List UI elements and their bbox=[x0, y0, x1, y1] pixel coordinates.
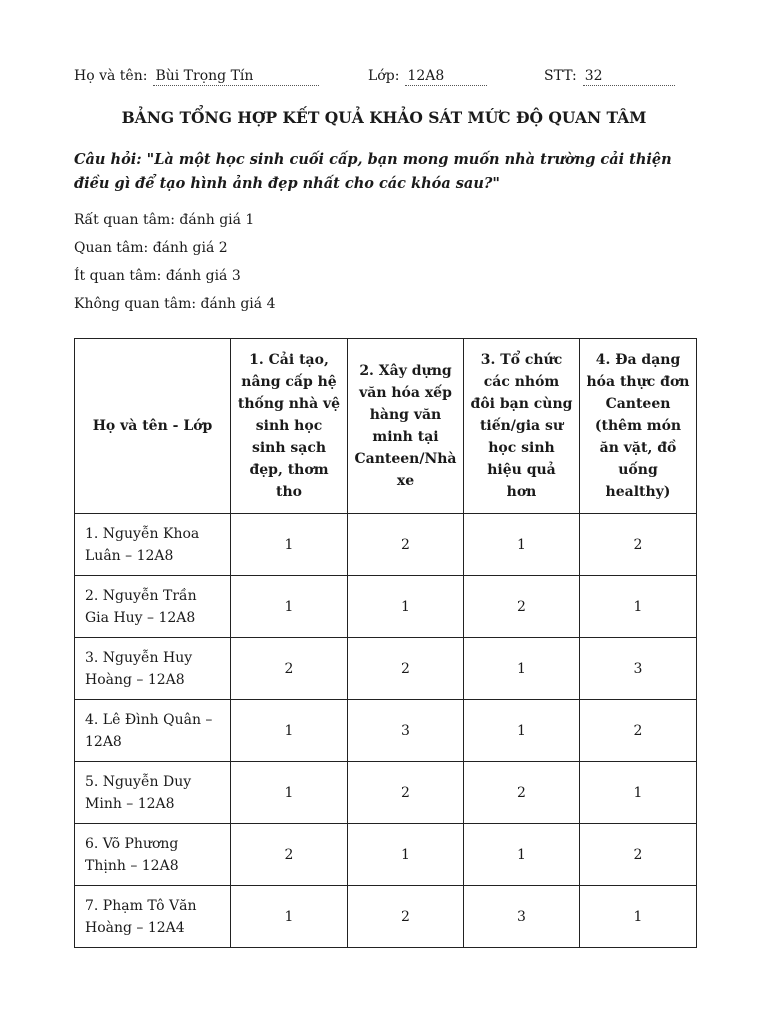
legend-item: Quan tâm: đánh giá 2 bbox=[74, 240, 228, 256]
class-field bbox=[368, 68, 487, 86]
name-label: Họ và tên: bbox=[74, 68, 148, 84]
table-header-row bbox=[75, 339, 697, 514]
score-cell: 1 bbox=[348, 824, 464, 886]
score-cell: 3 bbox=[464, 886, 580, 948]
table-row bbox=[75, 886, 697, 948]
name-field bbox=[74, 68, 319, 86]
stt-label: STT: bbox=[544, 68, 577, 84]
score-cell: 2 bbox=[464, 576, 580, 638]
score-cell: 2 bbox=[348, 638, 464, 700]
class-label: Lớp: bbox=[368, 68, 400, 84]
score-cell: 3 bbox=[348, 700, 464, 762]
score-cell: 1 bbox=[348, 576, 464, 638]
score-cell: 2 bbox=[231, 824, 348, 886]
header-criterion-1: 1. Cải tạo, nâng cấp hệ thống nhà vệ sinh học sinh sạch đẹp, thơm tho bbox=[231, 339, 348, 514]
header-criterion-3: 3. Tổ chức các nhóm đôi bạn cùng tiến/gia sư học sinh hiệu quả hơn bbox=[464, 339, 580, 514]
score-cell: 2 bbox=[580, 700, 697, 762]
stt-value: 32 bbox=[583, 68, 675, 86]
score-cell: 2 bbox=[231, 638, 348, 700]
header-criterion-2: 2. Xây dựng văn hóa xếp hàng văn minh tại Canteen/Nhà xe bbox=[348, 339, 464, 514]
student-name-cell: 6. Võ Phương Thịnh – 12A8 bbox=[75, 824, 231, 886]
header-name-class: Họ và tên - Lớp bbox=[75, 339, 231, 514]
score-cell: 1 bbox=[580, 886, 697, 948]
legend-item: Rất quan tâm: đánh giá 1 bbox=[74, 212, 255, 228]
legend-item: Không quan tâm: đánh giá 4 bbox=[74, 296, 276, 312]
rating-legend bbox=[74, 208, 275, 320]
score-cell: 1 bbox=[464, 824, 580, 886]
legend-item: Ít quan tâm: đánh giá 3 bbox=[74, 268, 241, 284]
student-name-cell: 4. Lê Đình Quân – 12A8 bbox=[75, 700, 231, 762]
header-criterion-4: 4. Đa dạng hóa thực đơn Canteen (thêm món ăn vặt, đồ uống healthy) bbox=[580, 339, 697, 514]
table-row bbox=[75, 700, 697, 762]
score-cell: 1 bbox=[580, 576, 697, 638]
student-name-cell: 2. Nguyễn Trần Gia Huy – 12A8 bbox=[75, 576, 231, 638]
student-name-cell: 1. Nguyễn Khoa Luân – 12A8 bbox=[75, 514, 231, 576]
table-row bbox=[75, 824, 697, 886]
question-label: Câu hỏi: bbox=[74, 151, 142, 168]
score-cell: 1 bbox=[231, 886, 348, 948]
student-info-row bbox=[74, 68, 688, 92]
table-row bbox=[75, 762, 697, 824]
score-cell: 2 bbox=[348, 514, 464, 576]
score-cell: 2 bbox=[580, 514, 697, 576]
score-cell: 2 bbox=[580, 824, 697, 886]
table-row bbox=[75, 638, 697, 700]
score-cell: 2 bbox=[348, 762, 464, 824]
score-cell: 1 bbox=[464, 638, 580, 700]
score-cell: 1 bbox=[580, 762, 697, 824]
student-name-cell: 7. Phạm Tô Văn Hoàng – 12A4 bbox=[75, 886, 231, 948]
score-cell: 3 bbox=[580, 638, 697, 700]
student-name-cell: 5. Nguyễn Duy Minh – 12A8 bbox=[75, 762, 231, 824]
score-cell: 1 bbox=[464, 700, 580, 762]
score-cell: 1 bbox=[231, 762, 348, 824]
score-cell: 2 bbox=[348, 886, 464, 948]
score-cell: 1 bbox=[464, 514, 580, 576]
name-value: Bùi Trọng Tín bbox=[153, 68, 319, 86]
table-row bbox=[75, 576, 697, 638]
score-cell: 1 bbox=[231, 514, 348, 576]
survey-results-table bbox=[74, 338, 697, 948]
document-title: BẢNG TỔNG HỢP KẾT QUẢ KHẢO SÁT MỨC ĐỘ QUAN TÂM bbox=[121, 108, 647, 127]
table-row bbox=[75, 514, 697, 576]
score-cell: 1 bbox=[231, 576, 348, 638]
stt-field bbox=[544, 68, 675, 86]
class-value: 12A8 bbox=[405, 68, 487, 86]
score-cell: 2 bbox=[464, 762, 580, 824]
survey-question bbox=[74, 148, 699, 196]
score-cell: 1 bbox=[231, 700, 348, 762]
question-text: "Là một học sinh cuối cấp, bạn mong muốn nhà trường cải thiện điều gì để tạo hình ảnh đẹp nhất cho các khóa sau?" bbox=[74, 151, 672, 192]
student-name-cell: 3. Nguyễn Huy Hoàng – 12A8 bbox=[75, 638, 231, 700]
